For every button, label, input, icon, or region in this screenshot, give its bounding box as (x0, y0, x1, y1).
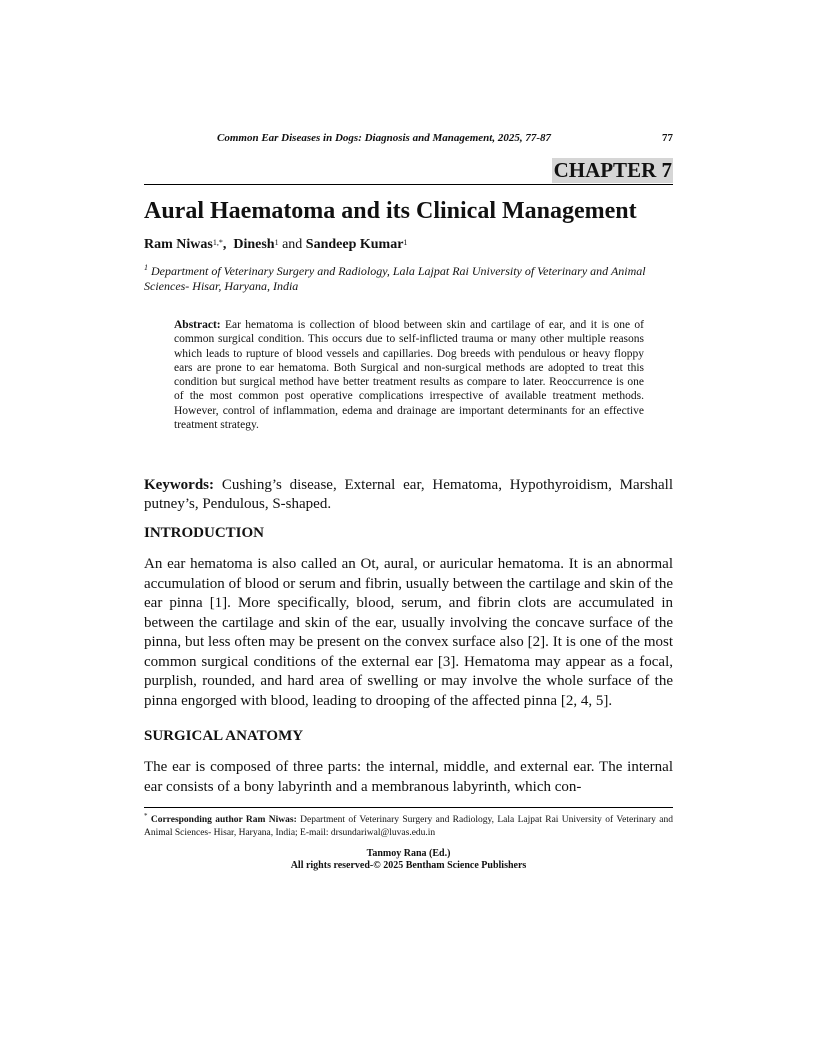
footnote (144, 810, 673, 839)
footer-editor: Tanmoy Rana (Ed.) (366, 848, 451, 859)
introduction-paragraph: An ear hematoma is also called an Ot, aural, or auricular hematoma. It is an abnormal accumulation of blood or serum and fibrin, usually between the cartilage and skin of the ear pinna [1]. More specifically, blood, serum, and fibrin clots are accumulated in between the cartilage and skin of the ear, usually involving the concave surface of the pinna, but less often may be present on the convex surface also [2]. It is one of the most common surgical conditions of the external ear [3]. Hematoma may appear as a focal, purplish, rounded, and hard area of swelling or may involve the whole surface of the pinna engorged with blood, leading to drooping of the affected pinna [2, 4, 5]. (144, 556, 673, 709)
abstract-label: Abstract: (174, 319, 221, 331)
section-heading-surgical-anatomy: SURGICAL ANATOMY (144, 728, 304, 744)
page-range: , 2025, 77-87 (492, 132, 552, 144)
author-name: Sandeep Kumar (305, 237, 404, 252)
abstract (174, 318, 644, 432)
affiliation (144, 260, 673, 294)
page-number: 77 (662, 132, 673, 144)
keywords-label: Keywords: (144, 477, 214, 493)
footnote-mark: * (144, 812, 148, 820)
section-heading-introduction: INTRODUCTION (144, 525, 265, 541)
keywords (144, 476, 673, 514)
page-footer (144, 848, 673, 872)
footnote-label: Corresponding author Ram Niwas: (147, 815, 297, 826)
footer-rights: All rights reserved-© 2025 Bentham Science Publishers (290, 860, 527, 871)
affiliation-mark: 1 (144, 263, 148, 272)
abstract-text: Ear hematoma is collection of blood between skin and cartilage of ear, and it is one of common surgical condition. This occurs due to self-inflicted trauma or many other multiple reasons which leads to rupture of blood vessels and capillaries. Dog breeds with pendulous or heavy floppy ears are prone to ear hematoma. Both Surgical and non-surgical methods are adopted to treat this condition but surgical method have better treatment results as compare to later. Reoccurrence is one of the most common post operative complications irrespective of available treatment methods. However, control of inflammation, edema and drainage are important determinants for an effective treatment strategy. (174, 319, 644, 432)
footnote-divider (144, 807, 673, 808)
author-name: Ram Niwas (144, 237, 213, 252)
author-separator: and (278, 237, 306, 252)
footnote-text: Department of Veterinary Surgery and Radiology, Lala Lajpat Rai University of Veterinary and Animal Sciences- Hisar, Haryana, India; E-mail: drsundariwal@luvas.edu.in (144, 815, 673, 838)
running-head-title (217, 132, 551, 144)
surgical-anatomy-paragraph: The ear is composed of three parts: the internal, middle, and external ear. The internal ear consists of a bony labyrinth and a membranous labyrinth, which con- (144, 759, 673, 795)
author-affiliation-mark: 1 (403, 238, 408, 247)
author-separator: , (222, 237, 234, 252)
author-affiliation-mark: 1 (274, 238, 279, 247)
author-name: Dinesh (233, 237, 275, 252)
affiliation-text: Department of Veterinary Surgery and Radiology, Lala Lajpat Rai University of Veterinary and Animal Sciences- Hisar, Haryana, India (144, 264, 646, 293)
chapter-header (144, 158, 673, 185)
chapter-title: Aural Haematoma and its Clinical Management (144, 198, 637, 224)
book-title: Common Ear Diseases in Dogs: Diagnosis and Management (217, 132, 493, 144)
keywords-text: Cushing’s disease, External ear, Hematoma, Hypothyroidism, Marshall putney’s, Pendulous, S-shaped. (144, 477, 673, 512)
chapter-label: CHAPTER 7 (553, 158, 672, 182)
author-affiliation-mark: 1,* (212, 238, 223, 247)
author-list (144, 236, 673, 254)
